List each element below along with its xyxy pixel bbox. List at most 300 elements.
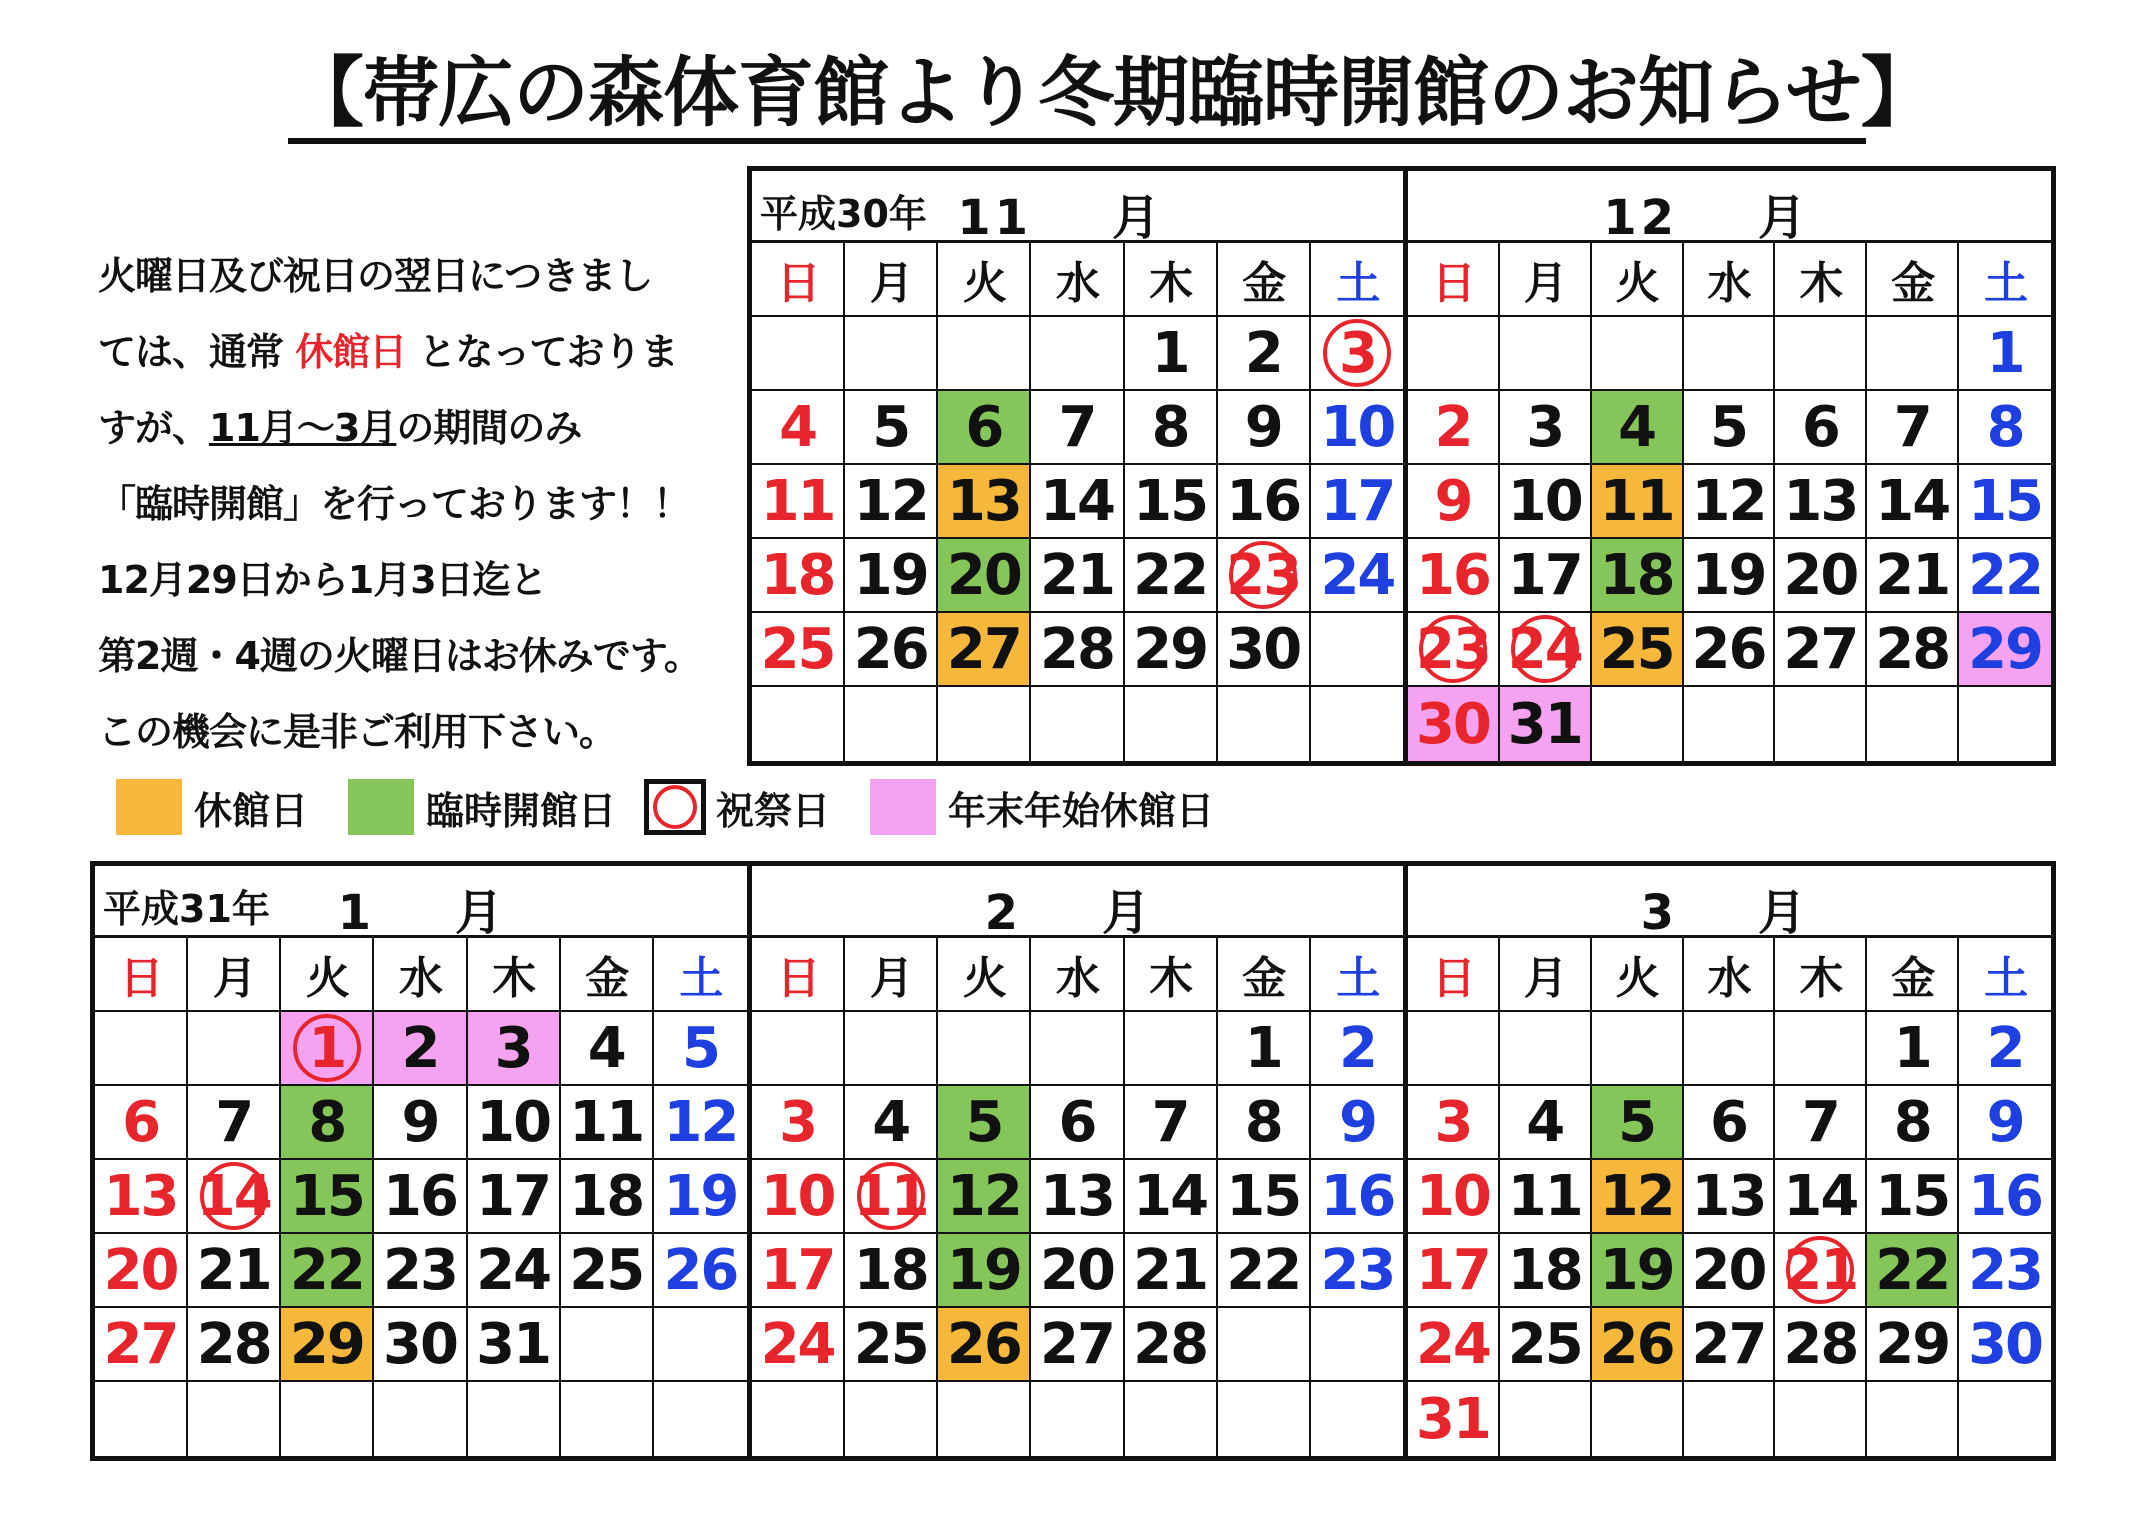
calendar-month-number: 1 [337,885,375,941]
calendar-empty-cell [281,1382,374,1456]
calendar-day: 22 [1959,539,2051,613]
calendar-empty-cell [654,1308,747,1382]
calendar-day: 19 [938,1234,1031,1308]
calendar-empty-cell [1867,687,1959,761]
calendar-day: 8 [1959,391,2051,465]
calendar-day: 3 [1408,1086,1500,1160]
legend-newyear-label: 年末年始休館日 [948,788,1215,833]
weekday-header: 水 [1031,243,1124,317]
calendar-day: 18 [845,1234,938,1308]
calendar-day: 30 [1959,1308,2051,1382]
calendar-day: 24 [752,1308,845,1382]
calendar-month-number: 12 [1603,190,1678,246]
calendar-day: 2 [1218,317,1311,391]
calendar-day: 11 [1500,1160,1592,1234]
calendar-day: 17 [1311,465,1404,539]
calendar-day: 7 [1031,391,1124,465]
calendar-day: 14 [1867,465,1959,539]
weekday-header: 水 [374,938,467,1012]
calendar-day: 20 [95,1234,188,1308]
calendar-day: 4 [561,1012,654,1086]
weekday-header: 月 [188,938,281,1012]
calendar-day: 25 [561,1234,654,1308]
calendar-day: 19 [1592,1234,1684,1308]
calendar-day: 26 [654,1234,747,1308]
calendar-day: 3 [468,1012,561,1086]
calendar-era: 平成30年 [760,192,927,236]
legend-closed-label: 休館日 [194,788,309,833]
calendar-day: 5 [654,1012,747,1086]
legend-closed [116,776,308,838]
calendar-day: 24 [1311,539,1404,613]
calendar-empty-cell [1311,613,1404,687]
calendar-day: 29 [281,1308,374,1382]
calendar-day: 13 [1684,1160,1776,1234]
calendar-day: 6 [95,1086,188,1160]
calendar-day: 14 [188,1160,281,1234]
calendar-day: 12 [1592,1160,1684,1234]
calendar-day: 21 [1867,539,1959,613]
calendar-day: 14 [1031,465,1124,539]
intro-line-5: 12月29日から1月3日迄と [98,558,547,602]
calendar-empty-cell [1408,1012,1500,1086]
calendar-day: 9 [1408,465,1500,539]
calendar-empty-cell [1500,1012,1592,1086]
calendar-day: 8 [1125,391,1218,465]
calendar-empty-cell [1592,1012,1684,1086]
calendar-day: 19 [1684,539,1776,613]
calendar-empty-cell [1311,687,1404,761]
weekday-header: 月 [845,243,938,317]
calendar-empty-cell [1125,1382,1218,1456]
legend-holiday [644,776,830,838]
calendar-day: 12 [1684,465,1776,539]
calendar-month [295,874,507,943]
calendar-empty-cell [1218,1308,1311,1382]
calendar-day: 27 [95,1308,188,1382]
calendar-day: 17 [1408,1234,1500,1308]
calendar-day: 22 [1218,1234,1311,1308]
calendar-grid [752,938,1404,1456]
weekday-header: 月 [1500,938,1592,1012]
calendar-day: 24 [468,1234,561,1308]
calendar-empty-cell [938,1382,1031,1456]
calendar-empty-cell [561,1382,654,1456]
calendar-day: 13 [938,465,1031,539]
calendar-day: 24 [1408,1308,1500,1382]
calendar-day: 14 [1775,1160,1867,1234]
calendar-day: 20 [1684,1234,1776,1308]
calendar-day: 17 [1500,539,1592,613]
calendar-day: 27 [938,613,1031,687]
calendar-day: 2 [1959,1012,2051,1086]
calendar-day: 15 [1959,465,2051,539]
calendar-day: 29 [1125,613,1218,687]
calendar-day: 25 [1500,1308,1592,1382]
calendar-month-number: 2 [984,885,1022,941]
calendar-day: 25 [1592,613,1684,687]
calendar-day: 26 [845,613,938,687]
calendar-empty-cell [845,1382,938,1456]
calendar-day: 18 [1500,1234,1592,1308]
weekday-header: 金 [1867,938,1959,1012]
calendar-day: 19 [654,1160,747,1234]
calendar-day: 6 [1684,1086,1776,1160]
calendar-day: 7 [1867,391,1959,465]
intro-text [98,238,748,770]
calendar-empty-cell [188,1382,281,1456]
calendar-day: 15 [281,1160,374,1234]
calendar-day: 3 [1311,317,1404,391]
intro-line-4: 「臨時開館」を行っております！！ [98,482,691,526]
calendar-era: 平成31年 [103,887,270,931]
calendar-day: 5 [1592,1086,1684,1160]
calendar-month-label: 月 [1102,885,1155,941]
calendar-empty-cell [1500,317,1592,391]
calendar-january-2019 [90,861,752,1461]
calendar-empty-cell [1684,317,1776,391]
calendar-day: 27 [1031,1308,1124,1382]
calendar-day: 16 [1311,1160,1404,1234]
weekday-header: 土 [654,938,747,1012]
intro-line-1: 火曜日及び祝日の翌日につきまし [98,254,653,298]
calendar-empty-cell [752,1012,845,1086]
calendar-day: 21 [1031,539,1124,613]
weekday-header: 木 [1775,938,1867,1012]
calendar-day: 26 [1592,1308,1684,1382]
calendar-day: 4 [1592,391,1684,465]
weekday-header: 金 [1867,243,1959,317]
calendar-grid [1408,243,2051,761]
calendar-day: 12 [938,1160,1031,1234]
weekday-header: 水 [1684,243,1776,317]
calendar-day: 27 [1775,613,1867,687]
legend-open [348,776,616,838]
calendar-month [1598,179,1810,248]
calendar-empty-cell [752,687,845,761]
calendar-header [1408,171,2051,246]
calendar-day: 13 [1031,1160,1124,1234]
weekday-header: 月 [845,938,938,1012]
calendar-header [1408,866,2051,941]
weekday-header: 土 [1959,938,2051,1012]
calendar-day: 6 [1031,1086,1124,1160]
calendar-header [752,866,1404,941]
calendar-empty-cell [752,1382,845,1456]
calendar-day: 10 [1500,465,1592,539]
page-title: 【帯広の森体育館より冬期臨時開館のお知らせ】 [288,48,1866,144]
calendar-day: 5 [1684,391,1776,465]
weekday-header: 木 [1125,938,1218,1012]
calendar-header [752,171,1404,246]
calendar-day: 8 [1218,1086,1311,1160]
intro-closed-day: 休館日 [295,330,407,374]
calendar-day: 4 [1500,1086,1592,1160]
calendar-empty-cell [188,1012,281,1086]
calendar-day: 18 [752,539,845,613]
calendar-day: 18 [561,1160,654,1234]
calendar-empty-cell [1867,1382,1959,1456]
calendar-day: 19 [845,539,938,613]
calendar-day: 10 [468,1086,561,1160]
weekday-header: 日 [752,243,845,317]
calendar-empty-cell [938,687,1031,761]
calendar-day: 12 [845,465,938,539]
calendar-empty-cell [1500,1382,1592,1456]
weekday-header: 土 [1311,938,1404,1012]
calendar-day: 26 [1684,613,1776,687]
calendar-empty-cell [938,317,1031,391]
calendar-empty-cell [95,1012,188,1086]
calendar-day: 16 [1959,1160,2051,1234]
calendar-day: 31 [468,1308,561,1382]
calendar-day: 11 [1592,465,1684,539]
calendar-empty-cell [1684,1382,1776,1456]
legend-newyear [870,776,1214,838]
calendar-empty-cell [1775,687,1867,761]
weekday-header: 木 [1775,243,1867,317]
calendar-day: 5 [845,391,938,465]
calendar-february-2019 [747,861,1409,1461]
calendar-day: 27 [1684,1308,1776,1382]
weekday-header: 木 [1125,243,1218,317]
legend-holiday-circle-icon [644,779,706,835]
calendar-empty-cell [561,1308,654,1382]
calendar-day: 7 [1775,1086,1867,1160]
calendar-day: 22 [1867,1234,1959,1308]
calendar-march-2019 [1403,861,2056,1461]
calendar-day: 1 [281,1012,374,1086]
calendar-day: 10 [1311,391,1404,465]
calendar-empty-cell [95,1382,188,1456]
calendar-empty-cell [1218,687,1311,761]
calendar-empty-cell [1031,317,1124,391]
calendar-empty-cell [1125,687,1218,761]
calendar-empty-cell [1311,1308,1404,1382]
intro-line-2 [98,314,748,390]
calendar-day: 21 [188,1234,281,1308]
calendar-day: 3 [752,1086,845,1160]
legend-open-label: 臨時開館日 [426,788,617,833]
calendar-day: 22 [281,1234,374,1308]
calendar-empty-cell [1592,1382,1684,1456]
calendar-day: 23 [1218,539,1311,613]
calendar-day: 4 [752,391,845,465]
calendar-empty-cell [1684,1012,1776,1086]
calendar-empty-cell [1959,687,2051,761]
calendar-grid [95,938,747,1456]
calendar-day: 4 [845,1086,938,1160]
calendar-day: 14 [1125,1160,1218,1234]
calendar-empty-cell [1218,1382,1311,1456]
calendar-day: 7 [1125,1086,1218,1160]
calendar-month [1598,874,1810,943]
calendar-day: 30 [1408,687,1500,761]
calendar-day: 28 [188,1308,281,1382]
calendar-grid [1408,938,2051,1456]
calendar-day: 8 [1867,1086,1959,1160]
calendar-day: 10 [752,1160,845,1234]
calendar-day: 16 [374,1160,467,1234]
calendar-day: 26 [938,1308,1031,1382]
calendar-day: 28 [1775,1308,1867,1382]
calendar-empty-cell [1775,1012,1867,1086]
calendar-day: 15 [1867,1160,1959,1234]
calendar-day: 16 [1218,465,1311,539]
calendar-day: 16 [1408,539,1500,613]
weekday-header: 火 [1592,938,1684,1012]
weekday-header: 日 [752,938,845,1012]
calendar-empty-cell [1775,1382,1867,1456]
weekday-header: 火 [938,938,1031,1012]
calendar-december-2018 [1403,166,2056,766]
intro-line-2a: ては、通常 [98,330,296,374]
calendar-month-label: 月 [455,885,508,941]
calendar-day: 28 [1125,1308,1218,1382]
calendar-empty-cell [845,1012,938,1086]
calendar-day: 15 [1218,1160,1311,1234]
calendar-month-number: 3 [1640,885,1678,941]
weekday-header: 金 [561,938,654,1012]
calendar-day: 17 [468,1160,561,1234]
calendar-day: 28 [1031,613,1124,687]
calendar-month-label: 月 [1112,190,1165,246]
calendar-day: 30 [1218,613,1311,687]
calendar-day: 1 [1218,1012,1311,1086]
calendar-day: 25 [845,1308,938,1382]
legend-closed-swatch [116,779,182,835]
calendar-month [942,874,1154,943]
weekday-header: 月 [1500,243,1592,317]
calendar-day: 13 [95,1160,188,1234]
calendar-day: 22 [1125,539,1218,613]
calendar-day: 9 [1959,1086,2051,1160]
intro-line-6: 第2週・4週の火曜日はお休みです。 [98,634,701,678]
calendar-day: 21 [1775,1234,1867,1308]
weekday-header: 火 [281,938,374,1012]
calendar-day: 31 [1500,687,1592,761]
calendar-month-number: 11 [957,190,1032,246]
calendar-day: 20 [1775,539,1867,613]
calendar-day: 23 [1311,1234,1404,1308]
calendar-day: 9 [1218,391,1311,465]
calendar-day: 17 [752,1234,845,1308]
calendar-day: 7 [188,1086,281,1160]
calendar-empty-cell [1031,687,1124,761]
intro-line-3b: の期間のみ [396,406,582,450]
calendar-empty-cell [1311,1382,1404,1456]
calendar-day: 30 [374,1308,467,1382]
calendar-day: 1 [1959,317,2051,391]
calendar-day: 10 [1408,1160,1500,1234]
calendar-day: 15 [1125,465,1218,539]
calendar-day: 8 [281,1086,374,1160]
calendar-empty-cell [374,1382,467,1456]
calendar-day: 2 [1408,391,1500,465]
intro-period: 11月～3月 [209,406,397,450]
calendar-month [952,179,1164,248]
weekday-header: 日 [1408,243,1500,317]
calendar-empty-cell [1031,1382,1124,1456]
calendar-day: 20 [938,539,1031,613]
calendar-day: 21 [1125,1234,1218,1308]
calendar-empty-cell [1867,317,1959,391]
calendar-day: 31 [1408,1382,1500,1456]
legend-open-swatch [348,779,414,835]
calendar-day: 9 [374,1086,467,1160]
calendar-day: 11 [561,1086,654,1160]
calendar-day: 2 [1311,1012,1404,1086]
calendar-empty-cell [1592,317,1684,391]
calendar-day: 6 [938,391,1031,465]
calendar-day: 1 [1867,1012,1959,1086]
calendar-empty-cell [845,687,938,761]
calendar-day: 9 [1311,1086,1404,1160]
weekday-header: 火 [938,243,1031,317]
calendar-empty-cell [1408,317,1500,391]
calendar-empty-cell [1125,1012,1218,1086]
calendar-day: 1 [1125,317,1218,391]
calendar-empty-cell [1592,687,1684,761]
weekday-header: 土 [1311,243,1404,317]
calendar-day: 18 [1592,539,1684,613]
intro-line-3 [98,390,748,466]
legend-holiday-label: 祝祭日 [716,788,831,833]
calendar-month-label: 月 [1758,190,1811,246]
calendar-november-2018 [747,166,1409,766]
weekday-header: 火 [1592,243,1684,317]
calendar-day: 3 [1500,391,1592,465]
calendar-empty-cell [1959,1382,2051,1456]
calendar-day: 12 [654,1086,747,1160]
calendar-day: 5 [938,1086,1031,1160]
weekday-header: 水 [1031,938,1124,1012]
legend-newyear-swatch [870,779,936,835]
calendar-empty-cell [845,317,938,391]
weekday-header: 日 [1408,938,1500,1012]
calendar-empty-cell [938,1012,1031,1086]
intro-line-3a: すが、 [98,406,210,450]
calendar-empty-cell [752,317,845,391]
weekday-header: 木 [468,938,561,1012]
weekday-header: 土 [1959,243,2051,317]
calendar-day: 23 [374,1234,467,1308]
calendar-day: 20 [1031,1234,1124,1308]
calendar-day: 23 [1408,613,1500,687]
calendar-day: 29 [1867,1308,1959,1382]
calendar-day: 11 [752,465,845,539]
weekday-header: 日 [95,938,188,1012]
weekday-header: 金 [1218,938,1311,1012]
calendar-empty-cell [1031,1012,1124,1086]
calendar-grid [752,243,1404,761]
calendar-empty-cell [654,1382,747,1456]
calendar-day: 24 [1500,613,1592,687]
calendar-header [95,866,747,941]
calendar-day: 13 [1775,465,1867,539]
weekday-header: 水 [1684,938,1776,1012]
calendar-day: 6 [1775,391,1867,465]
calendar-empty-cell [468,1382,561,1456]
calendar-month-label: 月 [1758,885,1811,941]
calendar-day: 2 [374,1012,467,1086]
weekday-header: 金 [1218,243,1311,317]
calendar-day: 28 [1867,613,1959,687]
calendar-day: 23 [1959,1234,2051,1308]
calendar-empty-cell [1775,317,1867,391]
calendar-day: 25 [752,613,845,687]
calendar-day: 11 [845,1160,938,1234]
